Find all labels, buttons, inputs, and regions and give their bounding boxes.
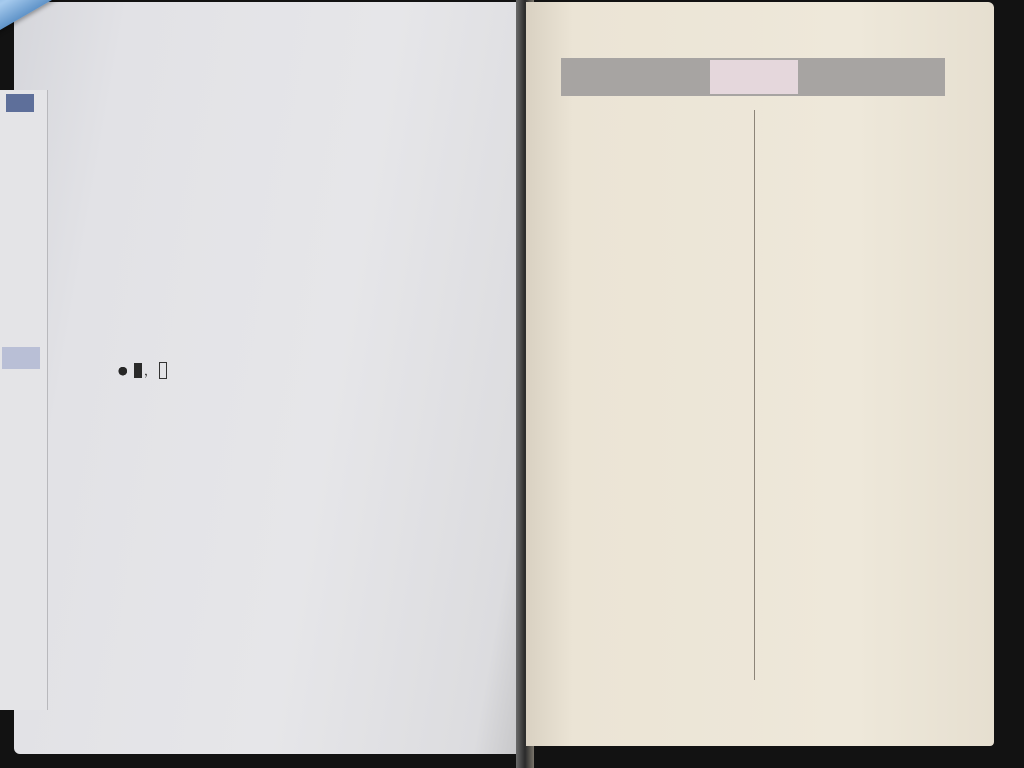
toc-title — [710, 60, 798, 94]
note-tag — [134, 363, 142, 378]
column-divider — [754, 110, 755, 680]
features-list — [118, 360, 514, 382]
study-tag — [159, 362, 167, 379]
underlying-section-band — [2, 347, 40, 369]
underlying-page-tab — [6, 94, 34, 112]
right-page — [526, 2, 994, 746]
underlying-page-edge — [0, 90, 48, 710]
feature-item: ● ， — [118, 360, 514, 382]
